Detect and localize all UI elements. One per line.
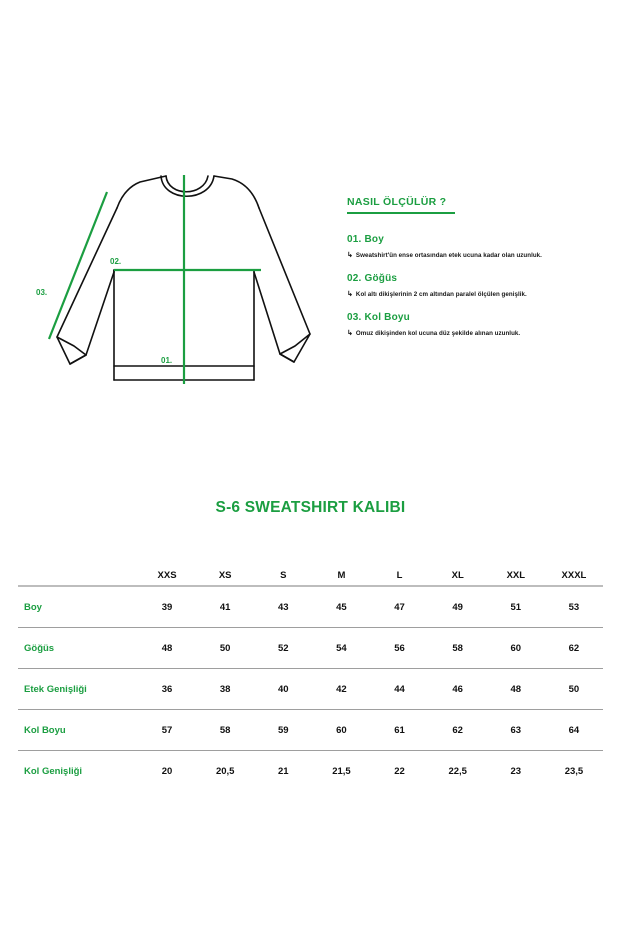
guide-item-title: 03. Kol Boyu — [347, 312, 410, 323]
table-cell: 60 — [510, 642, 522, 654]
table-cell: 56 — [394, 642, 405, 654]
table-cell: 62 — [568, 642, 580, 654]
table-cell: 42 — [336, 683, 347, 695]
table-cell: 22,5 — [448, 765, 467, 777]
size-header-m: M — [312, 547, 370, 586]
table-cell: 54 — [336, 642, 347, 654]
table-cell: 48 — [161, 642, 173, 654]
table-cell: 48 — [510, 683, 522, 695]
guide-item-gogus — [347, 273, 602, 298]
table-cell: 64 — [568, 724, 580, 736]
table-row — [18, 628, 603, 669]
table-cell: 41 — [219, 601, 231, 613]
measurement-column-header — [18, 547, 138, 586]
guide-item-description — [347, 290, 602, 298]
table-cell: 62 — [452, 724, 463, 736]
size-header-l: L — [371, 547, 429, 586]
size-header-xxxl: XXXL — [545, 547, 603, 586]
guide-item-description-text: Kol altı dikişlerinin 2 cm altından paralel ölçülen genişlik. — [355, 291, 527, 298]
table-cell: 43 — [278, 601, 289, 613]
table-cell: 46 — [452, 683, 463, 695]
table-cell: 44 — [394, 683, 405, 695]
table-row — [18, 710, 603, 751]
table-cell: 58 — [219, 724, 231, 736]
table-cell: 59 — [278, 724, 289, 736]
row-label: Etek Genişliği — [24, 683, 87, 695]
illustration-panel — [0, 150, 621, 400]
table-cell: 21,5 — [332, 765, 351, 777]
size-chart-title: S-6 SWEATSHIRT KALIBI — [215, 499, 406, 516]
table-cell: 23,5 — [564, 765, 584, 777]
size-table-header-row — [18, 547, 603, 586]
table-cell: 57 — [161, 724, 173, 736]
table-row — [18, 669, 603, 710]
table-cell: 60 — [336, 724, 347, 736]
table-cell: 45 — [336, 601, 347, 613]
table-cell: 22 — [394, 765, 405, 777]
guide-item-description-text: Omuz dikişinden kol ucuna düz şekilde alınan uzunluk. — [355, 330, 521, 337]
size-table-head — [18, 547, 603, 586]
guide-item-title: 01. Boy — [347, 234, 384, 245]
table-cell: 58 — [452, 642, 463, 654]
corner-arrow-icon: ↳ — [347, 330, 353, 337]
guide-item-title: 02. Göğüs — [347, 273, 398, 284]
guide-title: NASIL ÖLÇÜLÜR ? — [347, 196, 447, 208]
sweatshirt-technical-drawing — [18, 150, 338, 400]
size-header-xxs: XXS — [138, 547, 196, 586]
table-cell: 51 — [510, 601, 522, 613]
corner-arrow-icon: ↳ — [347, 252, 353, 259]
table-row — [18, 586, 603, 628]
table-cell: 39 — [161, 601, 173, 613]
measurement-guide — [347, 196, 602, 351]
row-label: Kol Boyu — [24, 724, 66, 736]
size-header-xxl: XXL — [487, 547, 545, 586]
table-cell: 40 — [278, 683, 289, 695]
size-chart-table — [18, 547, 603, 791]
table-cell: 23 — [510, 765, 522, 777]
table-cell: 63 — [510, 724, 522, 736]
row-label: Göğüs — [24, 642, 55, 654]
row-label: Kol Genişliği — [24, 765, 83, 777]
size-chart-section — [0, 490, 621, 791]
corner-arrow-icon: ↳ — [347, 291, 353, 298]
table-cell: 21 — [278, 765, 289, 777]
row-label: Boy — [24, 601, 42, 613]
diagram-label-kol-boyu: 03. — [36, 288, 48, 297]
diagram-label-gogus: 02. — [110, 257, 122, 266]
diagram-label-boy: 01. — [161, 356, 173, 365]
table-cell: 47 — [394, 601, 405, 613]
table-cell: 53 — [568, 601, 580, 613]
size-header-s: S — [254, 547, 312, 586]
measurement-lines — [49, 175, 261, 384]
size-table-body — [18, 586, 603, 791]
size-header-xs: XS — [196, 547, 254, 586]
table-cell: 61 — [394, 724, 405, 736]
size-header-xl: XL — [429, 547, 487, 586]
table-cell: 50 — [219, 642, 231, 654]
table-cell: 38 — [219, 683, 231, 695]
table-row — [18, 751, 603, 792]
guide-item-kol-boyu — [347, 312, 602, 337]
table-cell: 20 — [161, 765, 173, 777]
table-cell: 36 — [161, 683, 173, 695]
guide-item-description — [347, 251, 602, 259]
guide-item-description-text: Sweatshirt'ün ense ortasından etek ucuna kadar olan uzunluk. — [355, 252, 542, 259]
guide-title-underline — [347, 212, 455, 214]
guide-item-description — [347, 329, 602, 337]
table-cell: 52 — [278, 642, 289, 654]
guide-item-boy — [347, 234, 602, 259]
table-cell: 50 — [568, 683, 580, 695]
table-cell: 49 — [452, 601, 463, 613]
table-cell: 20,5 — [215, 765, 235, 777]
